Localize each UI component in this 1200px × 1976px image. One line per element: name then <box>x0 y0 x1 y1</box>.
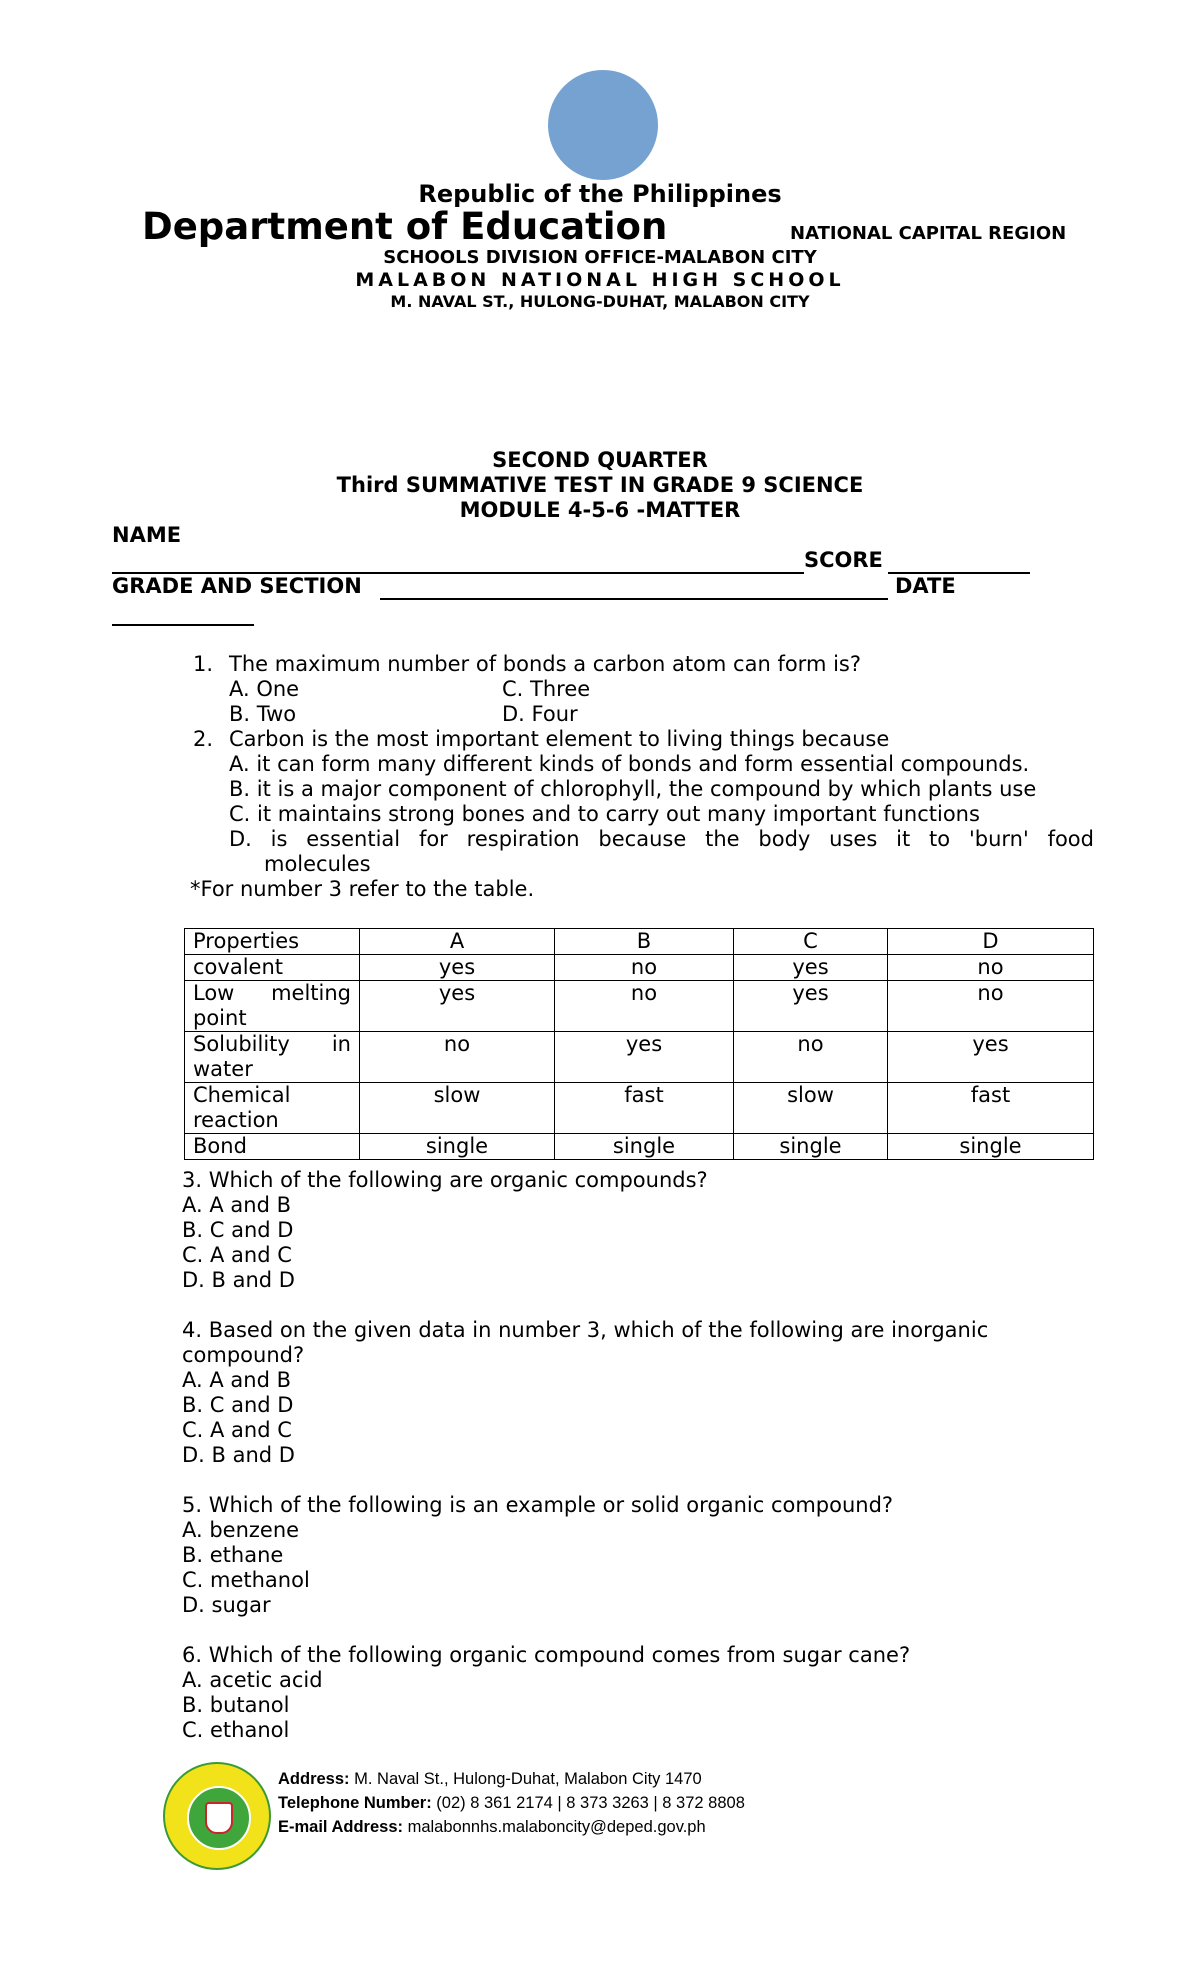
school-logo-shield <box>205 1802 233 1834</box>
date-line[interactable] <box>112 624 254 626</box>
table-cell: single <box>555 1134 734 1160</box>
q3-option-c: C. A and C <box>182 1243 292 1267</box>
q2-number: 2. <box>193 727 214 751</box>
table-cell: Low melting point <box>185 981 360 1032</box>
division-heading: SCHOOLS DIVISION OFFICE-MALABON CITY <box>383 247 817 268</box>
q1-option-d: D. Four <box>502 702 578 726</box>
table-cell: yes <box>888 1032 1094 1083</box>
region-heading: NATIONAL CAPITAL REGION <box>790 223 1067 244</box>
table-cell: yes <box>555 1032 734 1083</box>
q4-option-b: B. C and D <box>182 1393 294 1417</box>
properties-table <box>184 928 1094 1160</box>
table-row <box>185 1083 1094 1134</box>
q2-option-a: A. it can form many different kinds of bonds and form essential compounds. <box>229 752 1030 776</box>
table-cell: fast <box>555 1083 734 1134</box>
footer-email <box>278 1818 706 1837</box>
q3-question: 3. Which of the following are organic compounds? <box>182 1168 708 1192</box>
table-cell: no <box>555 955 734 981</box>
table-cell: Bond <box>185 1134 360 1160</box>
q2-question: Carbon is the most important element to living things because <box>229 727 890 751</box>
school-logo <box>163 1762 271 1870</box>
table-cell: Solubility in water <box>185 1032 360 1083</box>
table-cell: Chemical reaction <box>185 1083 360 1134</box>
table-cell: yes <box>734 981 888 1032</box>
table-row <box>185 981 1094 1032</box>
q5-option-c: C. methanol <box>182 1568 310 1592</box>
table-header-cell: D <box>888 929 1094 955</box>
test-title-module: MODULE 4-5-6 -MATTER <box>459 498 741 522</box>
school-heading: MALABON NATIONAL HIGH SCHOOL <box>355 269 845 291</box>
table-cell: yes <box>360 955 555 981</box>
q5-option-a: A. benzene <box>182 1518 300 1542</box>
q2-option-d-cont: molecules <box>264 852 371 876</box>
table-header-cell: C <box>734 929 888 955</box>
q5-option-d: D. sugar <box>182 1593 271 1617</box>
table-cell: covalent <box>185 955 360 981</box>
q2-option-c: C. it maintains strong bones and to carry out many important functions <box>229 802 980 826</box>
table-cell: yes <box>734 955 888 981</box>
name-label: NAME <box>112 523 182 547</box>
table-cell: fast <box>888 1083 1094 1134</box>
table-row <box>185 1134 1094 1160</box>
q3-option-d: D. B and D <box>182 1268 295 1292</box>
republic-heading: Republic of the Philippines <box>418 180 782 208</box>
table-cell: single <box>888 1134 1094 1160</box>
table-cell: slow <box>734 1083 888 1134</box>
score-label: SCORE <box>804 548 883 572</box>
q1-option-c: C. Three <box>502 677 591 701</box>
q6-option-a: A. acetic acid <box>182 1668 323 1692</box>
table-cell: no <box>888 955 1094 981</box>
q2-option-b: B. it is a major component of chlorophyll, the compound by which plants use <box>229 777 1037 801</box>
department-heading: Department of Education <box>142 205 668 248</box>
table-note: *For number 3 refer to the table. <box>190 877 535 901</box>
test-title-quarter: SECOND QUARTER <box>492 448 708 472</box>
footer-email-value: malabonnhs.malaboncity@deped.gov.ph <box>403 1818 706 1836</box>
q4-question-cont: compound? <box>182 1343 305 1367</box>
footer-phone-label: Telephone Number: <box>278 1794 432 1812</box>
test-title-main: Third SUMMATIVE TEST IN GRADE 9 SCIENCE <box>336 473 864 497</box>
footer-address-label: Address: <box>278 1770 350 1788</box>
q4-option-c: C. A and C <box>182 1418 292 1442</box>
q4-question: 4. Based on the given data in number 3, which of the following are inorganic <box>182 1318 989 1342</box>
q6-option-b: B. butanol <box>182 1693 290 1717</box>
q1-number: 1. <box>193 652 214 676</box>
table-row <box>185 1032 1094 1083</box>
q1-question: The maximum number of bonds a carbon atom can form is? <box>229 652 861 676</box>
table-cell: yes <box>360 981 555 1032</box>
table-header-cell: B <box>555 929 734 955</box>
footer-email-label: E-mail Address: <box>278 1818 404 1836</box>
footer-address-value: M. Naval St., Hulong-Duhat, Malabon City 1470 <box>349 1770 702 1788</box>
school-address: M. NAVAL ST., HULONG-DUHAT, MALABON CITY <box>390 292 810 311</box>
q1-option-b: B. Two <box>229 702 297 726</box>
table-cell: no <box>360 1032 555 1083</box>
table-cell: no <box>555 981 734 1032</box>
q3-option-a: A. A and B <box>182 1193 291 1217</box>
table-row <box>185 955 1094 981</box>
grade-section-line[interactable] <box>380 598 888 600</box>
footer-phone <box>278 1794 745 1813</box>
table-cell: single <box>734 1134 888 1160</box>
table-cell: slow <box>360 1083 555 1134</box>
table-header-row <box>185 929 1094 955</box>
q1-option-a: A. One <box>229 677 300 701</box>
q2-option-d: D. is essential for respiration because the body uses it to 'burn' food <box>229 827 1094 851</box>
q5-option-b: B. ethane <box>182 1543 284 1567</box>
footer-phone-value: (02) 8 361 2174 | 8 373 3263 | 8 372 8808 <box>431 1794 745 1812</box>
table-cell: no <box>888 981 1094 1032</box>
q6-option-c: C. ethanol <box>182 1718 290 1742</box>
deped-seal <box>548 70 658 180</box>
q4-option-a: A. A and B <box>182 1368 291 1392</box>
q5-question: 5. Which of the following is an example or solid organic compound? <box>182 1493 894 1517</box>
q4-option-d: D. B and D <box>182 1443 295 1467</box>
table-cell: single <box>360 1134 555 1160</box>
grade-section-label: GRADE AND SECTION <box>112 574 362 598</box>
footer-address <box>278 1770 702 1789</box>
table-header-cell: Properties <box>185 929 360 955</box>
table-header-cell: A <box>360 929 555 955</box>
q3-option-b: B. C and D <box>182 1218 294 1242</box>
table-cell: no <box>734 1032 888 1083</box>
q6-question: 6. Which of the following organic compound comes from sugar cane? <box>182 1643 911 1667</box>
date-label: DATE <box>895 574 956 598</box>
